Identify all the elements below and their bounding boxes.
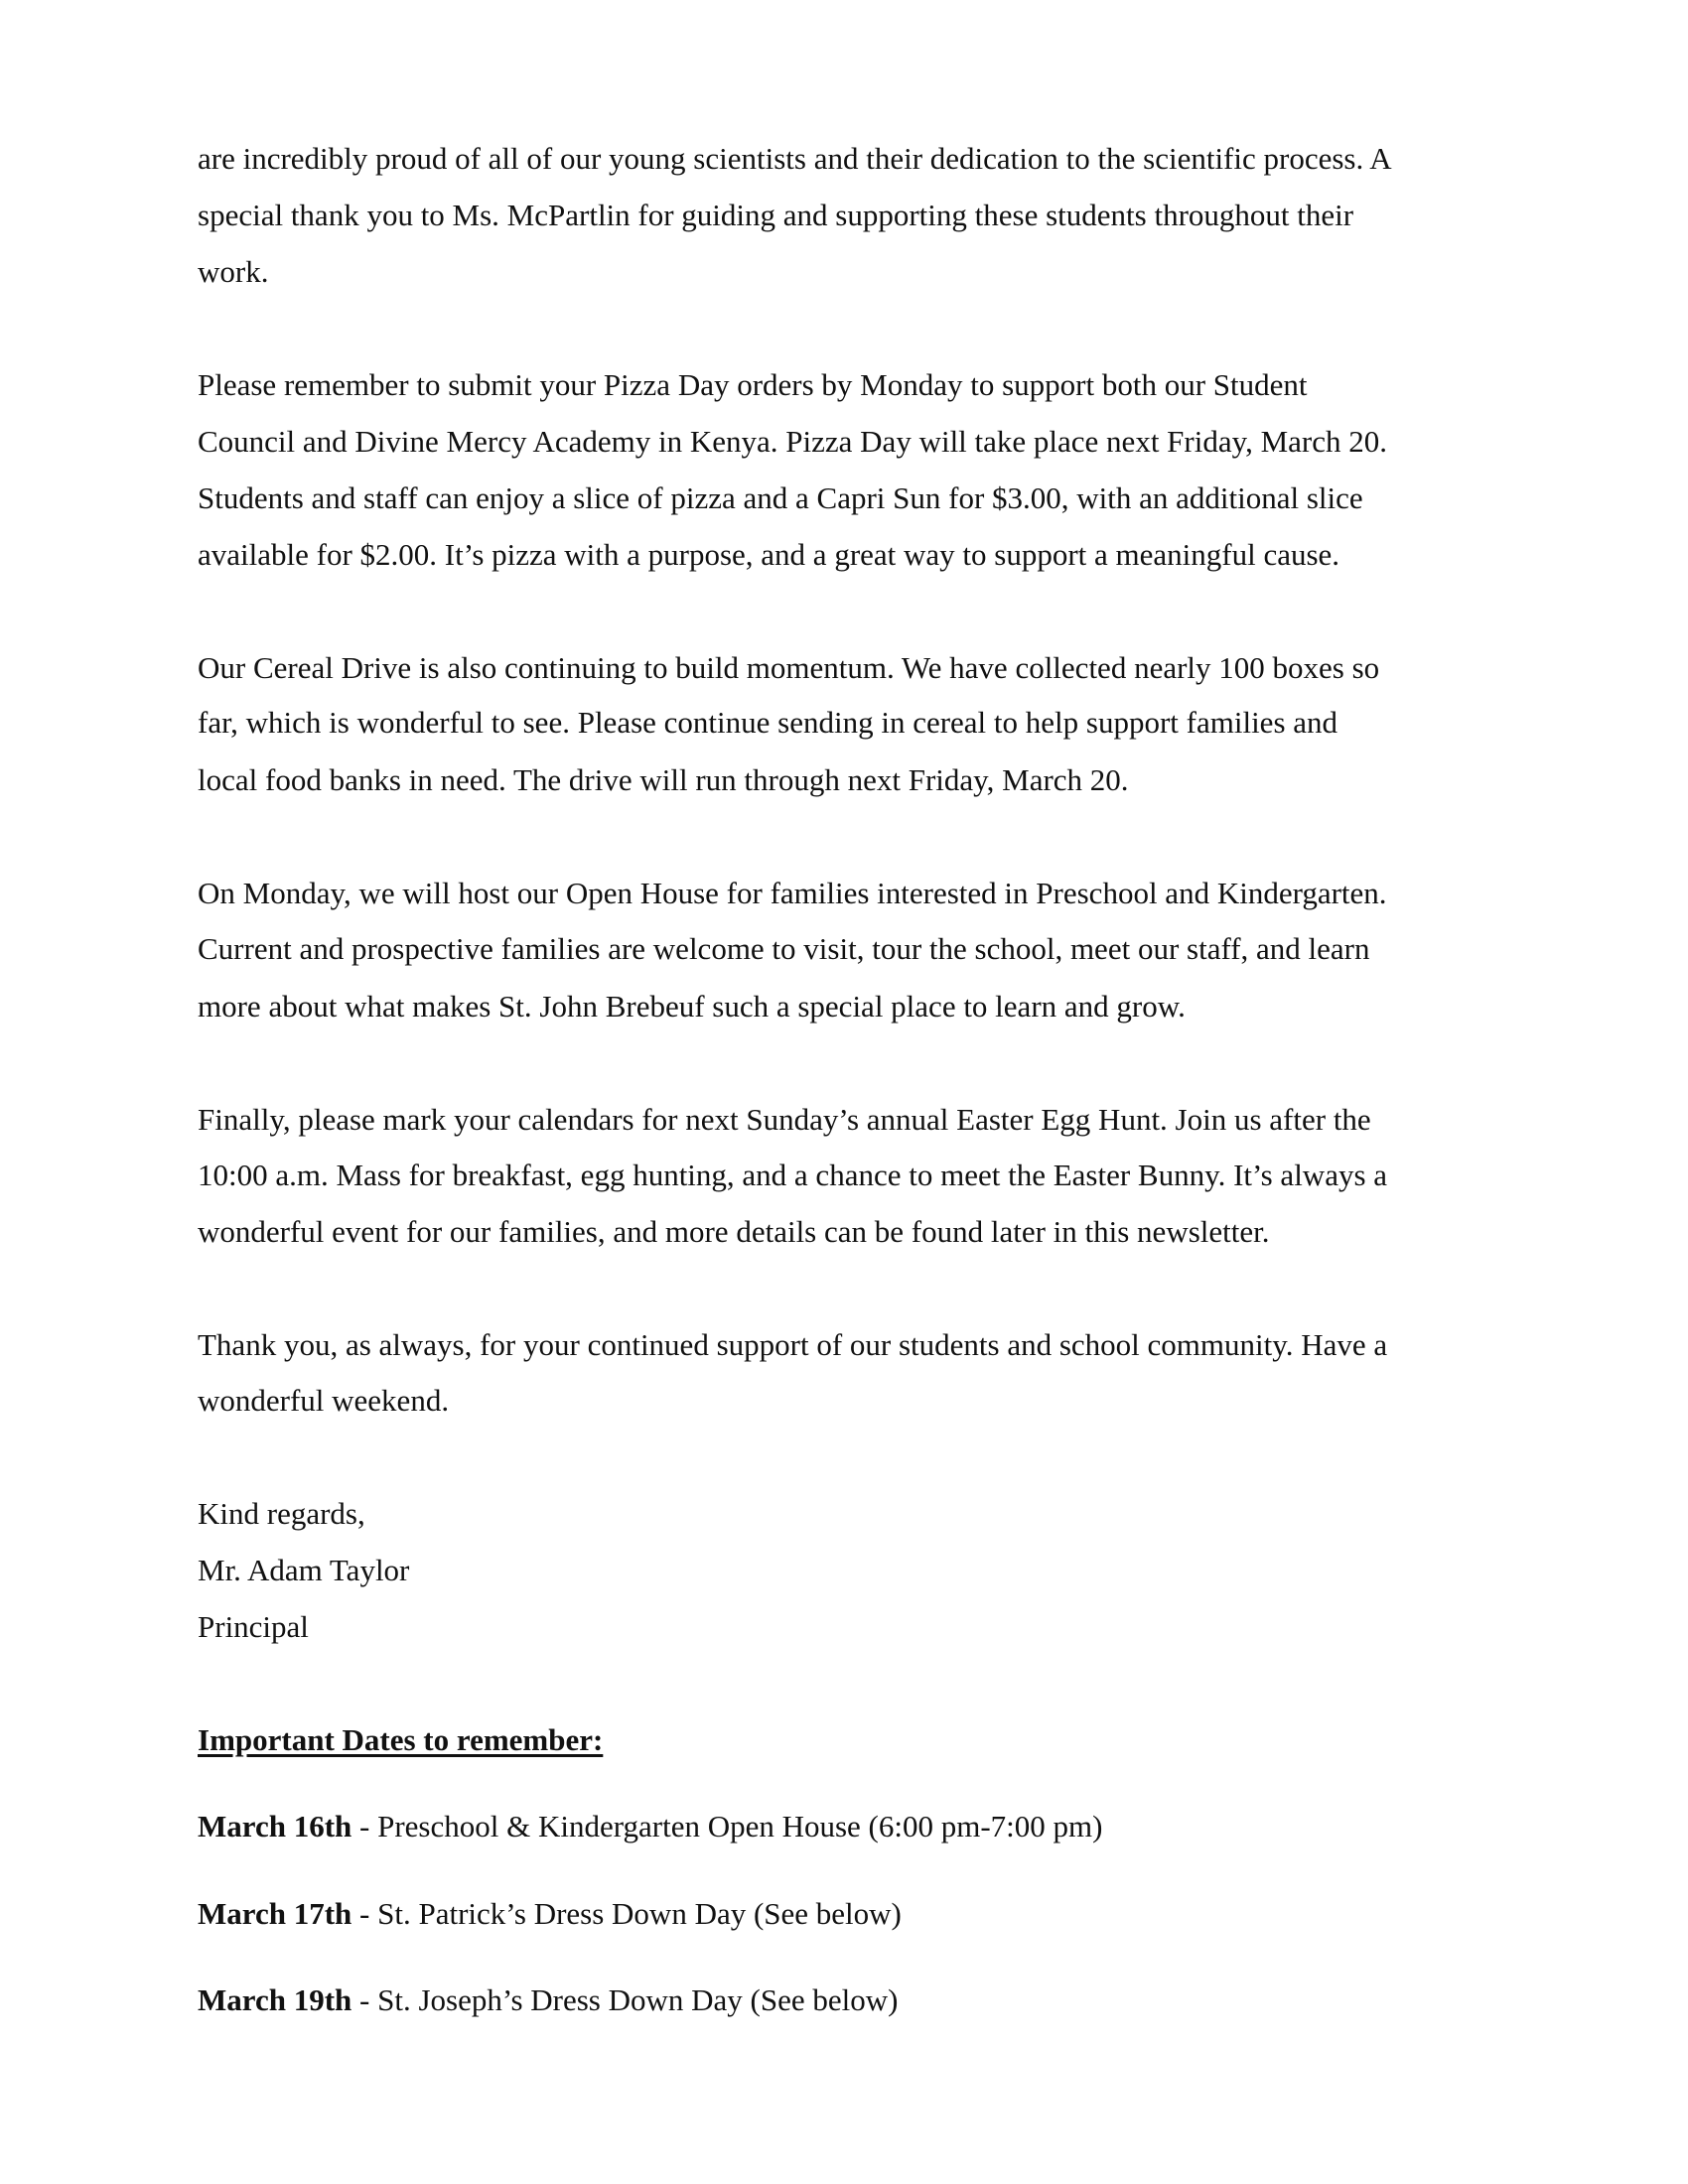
date-item xyxy=(198,1896,902,1932)
paragraph-line: On Monday, we will host our Open House for families interested in Preschool and Kindergarten. xyxy=(198,876,1387,910)
closing: Kind regards, xyxy=(198,1496,365,1531)
paragraph-line: are incredibly proud of all of our young scientists and their dedication to the scientific process. A xyxy=(198,141,1392,176)
date-label: March 16th xyxy=(198,1809,352,1843)
paragraph-line: Please remember to submit your Pizza Day orders by Monday to support both our Student xyxy=(198,367,1308,402)
dates-heading: Important Dates to remember: xyxy=(198,1722,604,1757)
paragraph-line: Students and staff can enjoy a slice of pizza and a Capri Sun for $3.00, with an additional slice xyxy=(198,480,1363,515)
signer-title: Principal xyxy=(198,1609,309,1644)
paragraph-line: 10:00 a.m. Mass for breakfast, egg hunting, and a chance to meet the Easter Bunny. It’s always a xyxy=(198,1158,1388,1192)
paragraph-line: special thank you to Ms. McPartlin for guiding and supporting these students throughout their xyxy=(198,198,1354,232)
date-item xyxy=(198,1982,898,2018)
paragraph-line: Council and Divine Mercy Academy in Kenya. Pizza Day will take place next Friday, March 20. xyxy=(198,424,1388,459)
paragraph-line: available for $2.00. It’s pizza with a purpose, and a great way to support a meaningful cause. xyxy=(198,537,1340,572)
paragraph-line: Current and prospective families are welcome to visit, tour the school, meet our staff, and learn xyxy=(198,931,1370,966)
date-label: March 19th xyxy=(198,1982,352,2017)
paragraph-line: wonderful weekend. xyxy=(198,1383,450,1418)
paragraph-line: work. xyxy=(198,254,269,289)
paragraph-line: Finally, please mark your calendars for next Sunday’s annual Easter Egg Hunt. Join us after the xyxy=(198,1102,1371,1137)
paragraph-line: Thank you, as always, for your continued support of our students and school community. Have a xyxy=(198,1327,1388,1362)
date-event: - Preschool & Kindergarten Open House (6:00 pm-7:00 pm) xyxy=(352,1809,1103,1843)
date-item xyxy=(198,1809,1102,1844)
date-event: - St. Joseph’s Dress Down Day (See below) xyxy=(352,1982,899,2017)
date-event: - St. Patrick’s Dress Down Day (See below) xyxy=(352,1896,902,1931)
paragraph-line: Our Cereal Drive is also continuing to build momentum. We have collected nearly 100 boxes so xyxy=(198,650,1380,685)
date-label: March 17th xyxy=(198,1896,352,1931)
paragraph-line: wonderful event for our families, and more details can be found later in this newsletter. xyxy=(198,1214,1270,1249)
paragraph-line: local food banks in need. The drive will run through next Friday, March 20. xyxy=(198,762,1129,797)
signer-name: Mr. Adam Taylor xyxy=(198,1553,410,1587)
paragraph-line: far, which is wonderful to see. Please continue sending in cereal to help support families and xyxy=(198,705,1338,740)
paragraph-line: more about what makes St. John Brebeuf such a special place to learn and grow. xyxy=(198,989,1186,1024)
